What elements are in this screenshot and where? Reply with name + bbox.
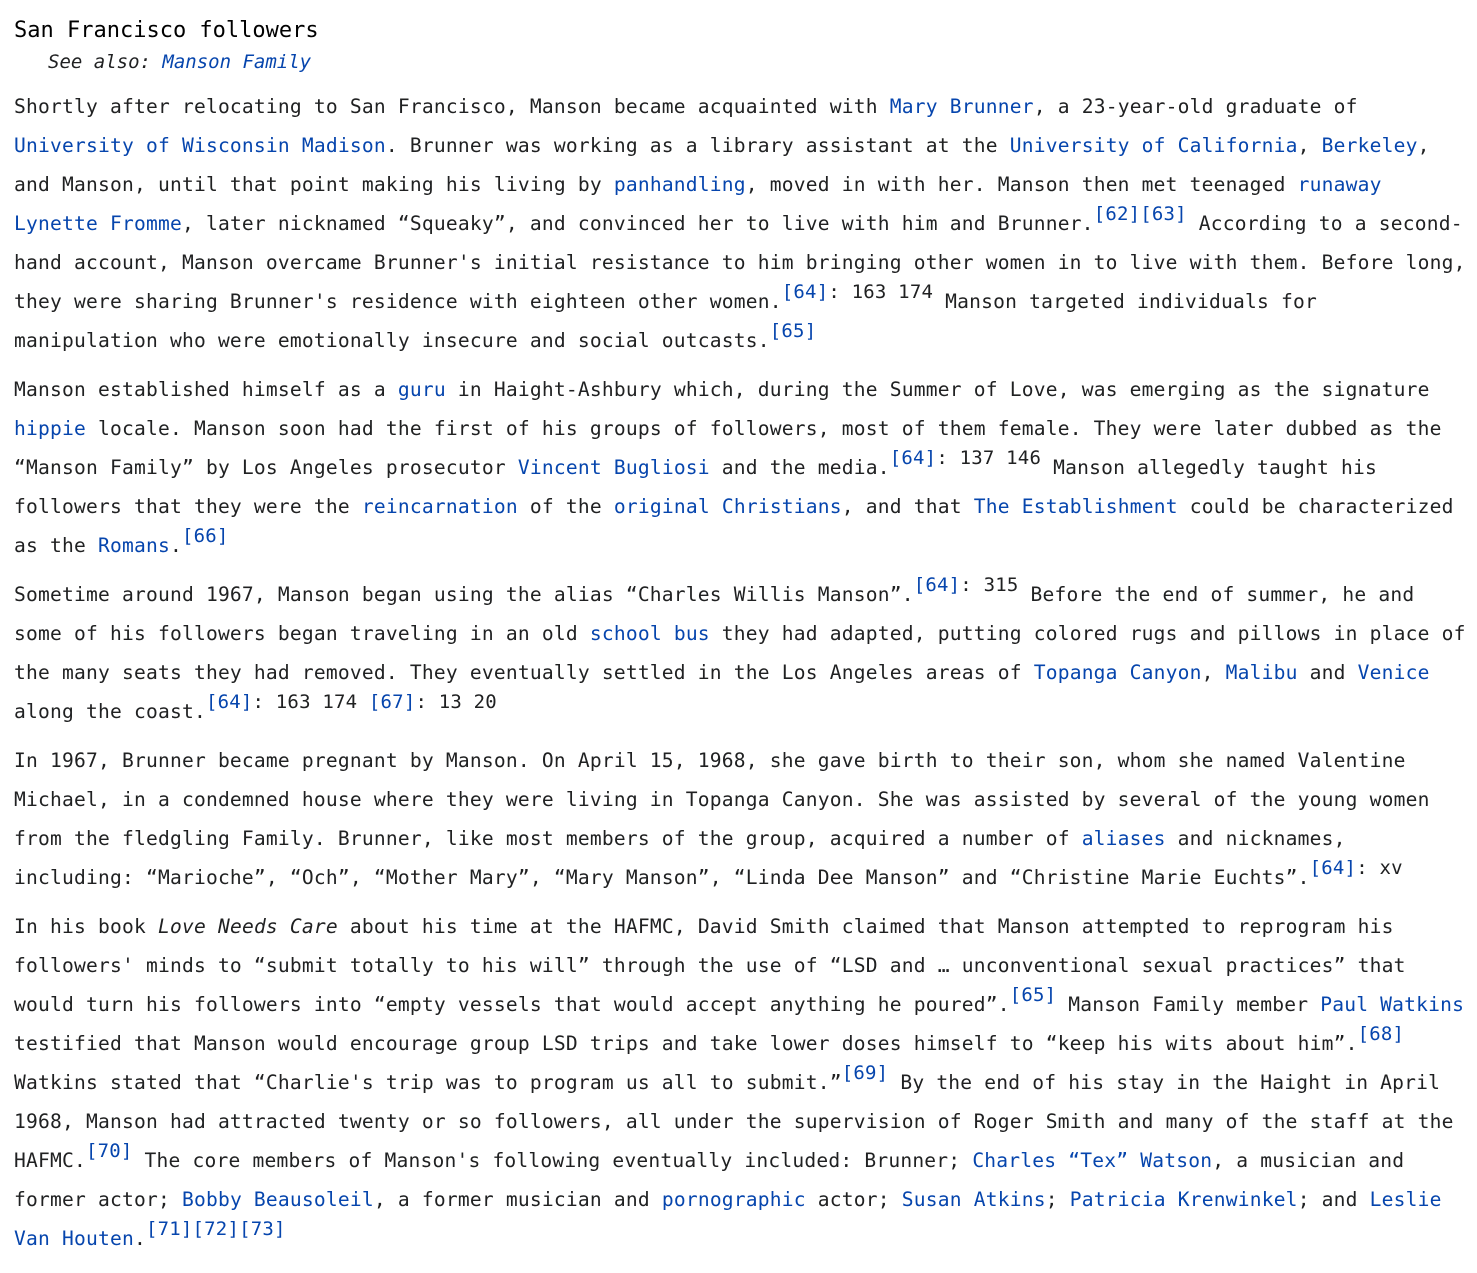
citation[interactable] [182, 525, 229, 547]
citation[interactable] [146, 1218, 286, 1240]
book-title: Love Needs Care [157, 915, 338, 938]
text: According to a second-hand account, Manson overcame Brunner's initial resistance to him bringing other women in to live with them. Before long, they were sharing Brunner's residence with eighteen other women. [14, 212, 1466, 313]
link-hippie[interactable]: hippie [14, 417, 86, 440]
citation-link[interactable]: [72] [192, 1218, 240, 1241]
citation[interactable] [86, 1140, 133, 1162]
paragraph-3 [14, 575, 1467, 731]
paragraph-2 [14, 370, 1467, 565]
paragraph-5 [14, 907, 1467, 1258]
citation-link[interactable]: [68] [1357, 1023, 1405, 1046]
text: Sometime around 1967, Manson began using the alias “Charles Willis Manson”. [14, 583, 914, 606]
link-topanga-canyon[interactable]: Topanga Canyon [1033, 661, 1202, 684]
citation[interactable] [890, 447, 937, 469]
citation-link[interactable]: [64] [781, 281, 829, 304]
link-romans[interactable]: Romans [97, 534, 170, 557]
text: Manson established himself as a [14, 378, 398, 401]
text: could be characterized as the [14, 495, 1454, 557]
link-reincarnation[interactable]: reincarnation [361, 495, 518, 518]
link-school-bus[interactable]: school bus [589, 622, 710, 645]
text: and [1297, 661, 1358, 684]
citation[interactable] [369, 691, 416, 713]
citation-link[interactable]: [63] [1140, 203, 1187, 226]
paragraph-4 [14, 741, 1467, 897]
citation[interactable] [842, 1062, 889, 1084]
citation-link[interactable]: [64] [205, 691, 253, 714]
link-panhandling[interactable]: panhandling [613, 173, 746, 196]
link-vincent-bugliosi[interactable]: Vincent Bugliosi [517, 456, 710, 479]
citation-link[interactable]: [69] [841, 1062, 889, 1085]
text: Before the end of summer, he and some of his followers began traveling in an old [14, 583, 1415, 645]
link-berkeley[interactable]: Berkeley [1321, 134, 1418, 157]
citation-link[interactable]: [62] [1093, 203, 1141, 226]
text: about his time at the HAFMC, David Smith claimed that Manson attempted to reprogram his followers' minds to “submit totally to his will” through the use of “LSD and … unconventional sexual practices” that would turn his followers into “empty vessels that would accept anything he poured”. [14, 915, 1406, 1016]
link-lynette-fromme[interactable]: Lynette Fromme [14, 212, 182, 235]
citation[interactable] [914, 574, 961, 596]
text: and the media. [709, 456, 890, 479]
citation-link[interactable]: [65] [769, 320, 817, 343]
text: Shortly after relocating to San Francisco, Manson became acquainted with [14, 95, 890, 118]
page-range: : 163 174 [252, 691, 369, 714]
text: Manson targeted individuals for manipulation who were emotionally insecure and social outcasts. [14, 290, 1317, 352]
citation-link[interactable]: [64] [889, 447, 937, 470]
text: , later nicknamed “Squeaky”, and convinced her to live with him and Brunner. [181, 212, 1094, 235]
text: , and that [841, 495, 974, 518]
text: actor; [805, 1188, 902, 1211]
text: ; and [1297, 1188, 1370, 1211]
citation-link[interactable]: [70] [85, 1140, 133, 1163]
page-range: : 163 174 [828, 281, 934, 304]
text: . Brunner was working as a library assistant at the [385, 134, 1010, 157]
text: they had adapted, putting colored rugs and pillows in place of the many seats they had removed. They eventually settled in the Los Angeles areas of [14, 622, 1466, 684]
link-susan-atkins[interactable]: Susan Atkins [901, 1188, 1046, 1211]
text: In his book [14, 915, 158, 938]
hatnote-link-manson-family[interactable]: Manson Family [162, 51, 312, 73]
text: . [133, 1227, 146, 1250]
text: and nicknames, including: “Marioche”, “Och”, “Mother Mary”, “Mary Manson”, “Linda Dee Manson” and “Christine Marie Euchts”. [14, 827, 1346, 889]
text: By the end of his stay in the Haight in April 1968, Manson had attracted twenty or so followers, all under the supervision of Roger Smith and many of the staff at the HAFMC. [14, 1071, 1454, 1172]
text: Manson allegedly taught his followers that they were the [14, 456, 1377, 518]
text: along the coast. [14, 700, 206, 723]
citation[interactable] [206, 691, 253, 713]
page-range: : 137 146 [936, 447, 1042, 470]
section-heading: San Francisco followers [14, 18, 319, 43]
citation-link[interactable]: [66] [181, 525, 229, 548]
link-malibu[interactable]: Malibu [1225, 661, 1298, 684]
link-runaway[interactable]: runaway [1297, 173, 1382, 196]
paragraph-1 [14, 87, 1467, 360]
text: in Haight-Ashbury which, during the Summer of Love, was emerging as the signature [445, 378, 1430, 401]
citation-link[interactable]: [71] [145, 1218, 193, 1241]
link-original-christians[interactable]: original Christians [613, 495, 842, 518]
citation-link[interactable]: [64] [913, 574, 961, 597]
text: , [1201, 661, 1226, 684]
text: In 1967, Brunner became pregnant by Manson. On April 15, 1968, she gave birth to their son, whom she named Valentine Michael, in a condemned house where they were living in Topanga Canyon. She was assisted by several of the young women from the fledgling Family. Brunner, like most members of the group, acquired a number of [14, 749, 1430, 850]
citation[interactable] [1010, 984, 1057, 1006]
link-leslie-van-houten[interactable]: Leslie Van Houten [14, 1188, 1442, 1250]
link-bobby-beausoleil[interactable]: Bobby Beausoleil [181, 1188, 374, 1211]
citation-link[interactable]: [73] [239, 1218, 286, 1241]
hatnote [48, 51, 1467, 73]
link-the-establishment[interactable]: The Establishment [973, 495, 1178, 518]
text: . [169, 534, 182, 557]
text: of the [517, 495, 614, 518]
text: Watkins stated that “Charlie's trip was to program us all to submit.” [14, 1071, 842, 1094]
link-pornographic[interactable]: pornographic [661, 1188, 806, 1211]
text: , a former musician and [373, 1188, 662, 1211]
text: testified that Manson would encourage group LSD trips and take lower doses himself to “keep his wits about him”. [14, 1032, 1358, 1055]
hatnote-prefix: See also: [48, 51, 163, 73]
citation[interactable] [1094, 203, 1187, 225]
text: , and Manson, until that point making his living by [14, 134, 1430, 196]
link-mary-brunner[interactable]: Mary Brunner [889, 95, 1034, 118]
page-range: : 315 [960, 574, 1019, 597]
citation[interactable] [1310, 857, 1357, 879]
text: , a 23-year-old graduate of [1033, 95, 1358, 118]
link-venice[interactable]: Venice [1357, 661, 1430, 684]
text: , [1297, 134, 1322, 157]
page-range: : 13 20 [415, 691, 497, 714]
citation-link[interactable]: [65] [1009, 984, 1057, 1007]
link-patricia-krenwinkel[interactable]: Patricia Krenwinkel [1069, 1188, 1298, 1211]
link-aliases[interactable]: aliases [1081, 827, 1166, 850]
link-guru[interactable]: guru [397, 378, 446, 401]
link-university-of-wisconsin[interactable]: University of Wisconsin Madison [14, 134, 386, 157]
page-range: : xv [1356, 857, 1403, 880]
link-charles-tex-watson[interactable]: Charles “Tex” Watson [972, 1149, 1213, 1172]
citation[interactable] [782, 281, 829, 303]
text: locale. Manson soon had the first of his groups of followers, most of them female. They were later dubbed as the “Manson Family” by Los Angeles prosecutor [14, 417, 1442, 479]
link-paul-watkins[interactable]: Paul Watkins [1320, 993, 1465, 1016]
text: Manson Family member [1056, 993, 1321, 1016]
link-university-of-california[interactable]: University of California [1009, 134, 1298, 157]
citation-link[interactable]: [67] [368, 691, 416, 714]
text: ; [1045, 1188, 1070, 1211]
citation[interactable] [770, 320, 817, 342]
citation[interactable] [1358, 1023, 1405, 1045]
citation-link[interactable]: [64] [1309, 857, 1357, 880]
text: , moved in with her. Manson then met teenaged [745, 173, 1298, 196]
text: The core members of Manson's following eventually included: Brunner; [132, 1149, 973, 1172]
text: , a musician and former actor; [14, 1149, 1405, 1211]
